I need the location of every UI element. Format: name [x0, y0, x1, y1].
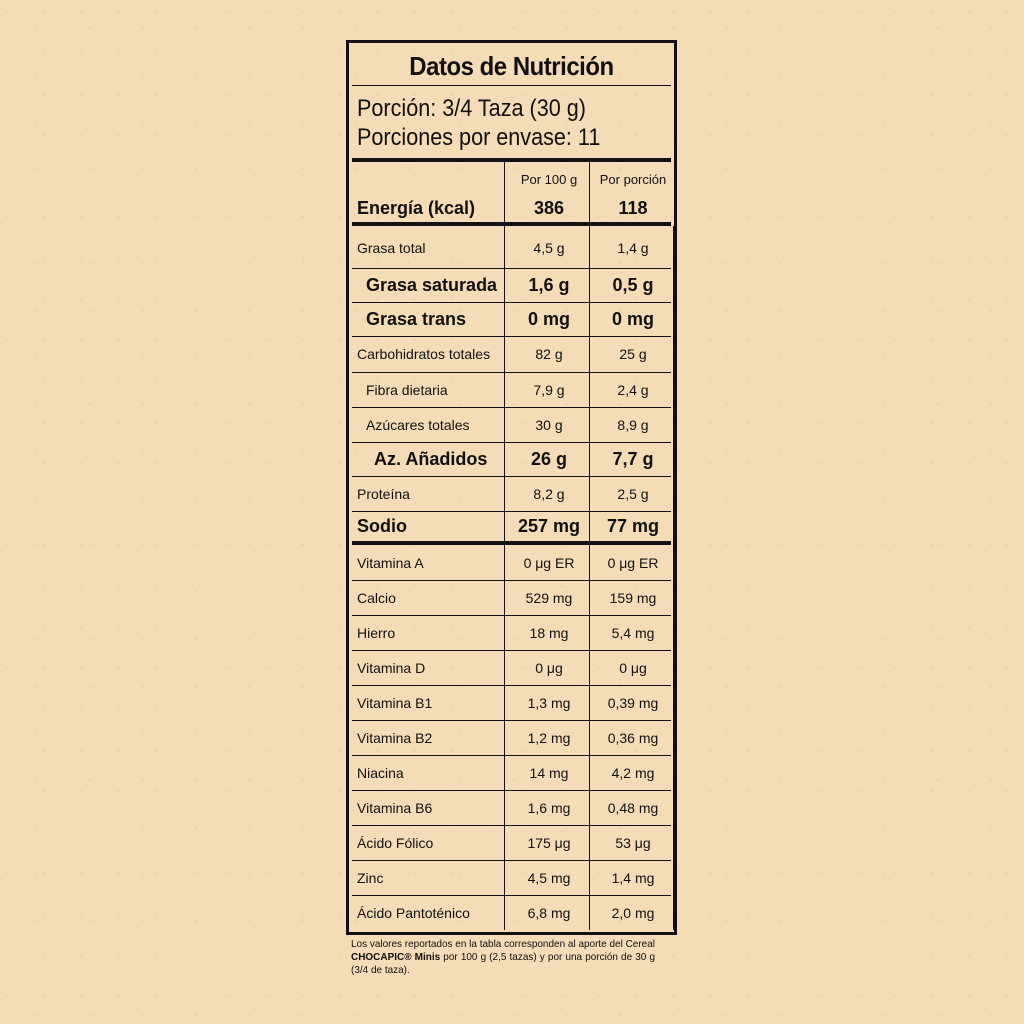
nutrient-row — [349, 685, 674, 720]
value-per-100g: 14 mg — [529, 764, 569, 781]
value-per-100g: 6,8 mg — [527, 904, 571, 921]
nutrient-row — [349, 790, 674, 825]
nutrient-row — [349, 407, 674, 442]
value-per-serving: 118 — [618, 197, 648, 218]
nutrient-name: Niacina — [357, 764, 404, 781]
value-per-serving: 77 mg — [606, 515, 660, 536]
nutrient-name: Grasa trans — [366, 308, 467, 329]
nutrient-row — [349, 442, 674, 476]
value-per-100g: 7,9 g — [533, 381, 565, 398]
nutrient-row — [349, 895, 674, 930]
value-per-100g: 0 μg — [535, 659, 563, 676]
nutrient-row — [349, 336, 674, 372]
value-per-100g: 1,3 mg — [527, 694, 571, 711]
value-per-serving: 2,5 g — [617, 485, 649, 502]
value-per-serving: 5,4 mg — [611, 624, 655, 641]
value-per-serving: 1,4 mg — [611, 869, 655, 886]
nutrient-name: Vitamina B2 — [357, 729, 433, 746]
brand-name: CHOCAPIC® Minis — [351, 951, 441, 963]
value-per-serving: 1,4 g — [617, 239, 649, 256]
footnote-text: Los valores reportados en la tabla corresponden al aporte del Cereal — [351, 938, 655, 950]
value-per-serving: 0,36 mg — [607, 729, 659, 746]
servings-per-container: Porciones por envase: 11 — [357, 124, 601, 151]
nutrient-row — [349, 268, 674, 302]
value-per-100g: 1,6 mg — [527, 799, 571, 816]
column-divider — [504, 226, 505, 930]
value-per-serving: 4,2 mg — [611, 764, 655, 781]
nutrient-row — [349, 720, 674, 755]
nutrient-row — [349, 302, 674, 336]
nutrient-name: Ácido Pantoténico — [357, 904, 470, 921]
nutrient-name: Fibra dietaria — [366, 381, 448, 398]
value-per-100g: 0 μg ER — [523, 554, 575, 571]
col-header-per-serving: Por porción — [599, 171, 667, 187]
nutrient-row — [349, 476, 674, 511]
nutrient-name: Vitamina B1 — [357, 694, 433, 711]
nutrient-row — [349, 755, 674, 790]
nutrient-name: Hierro — [357, 624, 396, 641]
nutrient-row — [349, 615, 674, 650]
nutrient-row — [349, 511, 674, 541]
value-per-serving: 0,48 mg — [607, 799, 659, 816]
nutrient-row — [349, 372, 674, 407]
value-per-100g: 257 mg — [517, 515, 581, 536]
value-per-serving: 25 g — [619, 346, 647, 362]
nutrient-name: Calcio — [357, 589, 396, 606]
column-divider — [589, 162, 590, 222]
value-per-serving: 7,7 g — [612, 448, 654, 469]
value-per-100g: 18 mg — [529, 624, 569, 641]
column-divider — [673, 226, 674, 930]
value-per-100g: 386 — [533, 197, 565, 218]
nutrient-name: Proteína — [357, 485, 410, 502]
value-per-100g: 30 g — [535, 416, 563, 433]
value-per-100g: 82 g — [535, 346, 563, 362]
nutrient-row — [349, 825, 674, 860]
nutrient-name: Az. Añadidos — [374, 448, 488, 469]
serving-size: Porción: 3/4 Taza (30 g) — [357, 95, 586, 122]
nutrition-facts-label — [346, 40, 677, 935]
nutrient-row — [349, 227, 674, 268]
value-per-100g: 4,5 mg — [527, 869, 571, 886]
nutrient-name: Azúcares totales — [366, 416, 470, 433]
nutrient-name: Vitamina D — [357, 659, 426, 676]
value-per-serving: 0 μg — [619, 659, 647, 676]
value-per-serving: 8,9 g — [617, 416, 649, 433]
thick-divider — [352, 222, 671, 226]
nutrient-name: Vitamina B6 — [357, 799, 433, 816]
value-per-serving: 53 μg — [615, 834, 651, 851]
nutrient-row — [349, 580, 674, 615]
nutrient-row — [349, 860, 674, 895]
label-title: Datos de Nutrición — [409, 51, 614, 81]
value-per-serving: 0,39 mg — [607, 694, 659, 711]
divider — [352, 85, 671, 86]
footnote-text: por 100 g (2,5 tazas) y por una porción de 30 g (3/4 de taza). — [351, 951, 655, 976]
column-divider — [504, 162, 505, 222]
nutrient-name: Energía (kcal) — [357, 197, 476, 218]
value-per-serving: 2,4 g — [617, 381, 649, 398]
nutrient-row — [349, 545, 674, 580]
nutrient-name: Zinc — [357, 869, 384, 886]
value-per-serving: 159 mg — [609, 589, 657, 606]
energy-row — [349, 195, 674, 221]
value-per-100g: 4,5 g — [533, 239, 565, 256]
value-per-serving: 0 mg — [611, 308, 654, 329]
value-per-serving: 2,0 mg — [611, 904, 655, 921]
nutrient-name: Vitamina A — [357, 554, 424, 571]
thick-divider — [352, 158, 671, 162]
nutrient-name: Sodio — [357, 515, 407, 536]
nutrient-name: Ácido Fólico — [357, 834, 434, 851]
nutrient-name: Carbohidratos totales — [357, 346, 491, 362]
footnote — [351, 938, 655, 977]
value-per-100g: 26 g — [530, 448, 568, 469]
nutrient-row — [349, 650, 674, 685]
value-per-100g: 8,2 g — [533, 485, 565, 502]
value-per-serving: 0 μg ER — [607, 554, 659, 571]
col-header-per-100g: Por 100 g — [520, 171, 578, 187]
value-per-100g: 1,2 mg — [527, 729, 571, 746]
nutrient-name: Grasa saturada — [366, 274, 498, 295]
nutrient-name: Grasa total — [357, 239, 426, 256]
value-per-100g: 529 mg — [525, 589, 573, 606]
value-per-100g: 0 mg — [527, 308, 570, 329]
value-per-100g: 175 μg — [527, 834, 571, 851]
value-per-100g: 1,6 g — [528, 274, 570, 295]
value-per-serving: 0,5 g — [612, 274, 654, 295]
column-divider — [589, 226, 590, 930]
